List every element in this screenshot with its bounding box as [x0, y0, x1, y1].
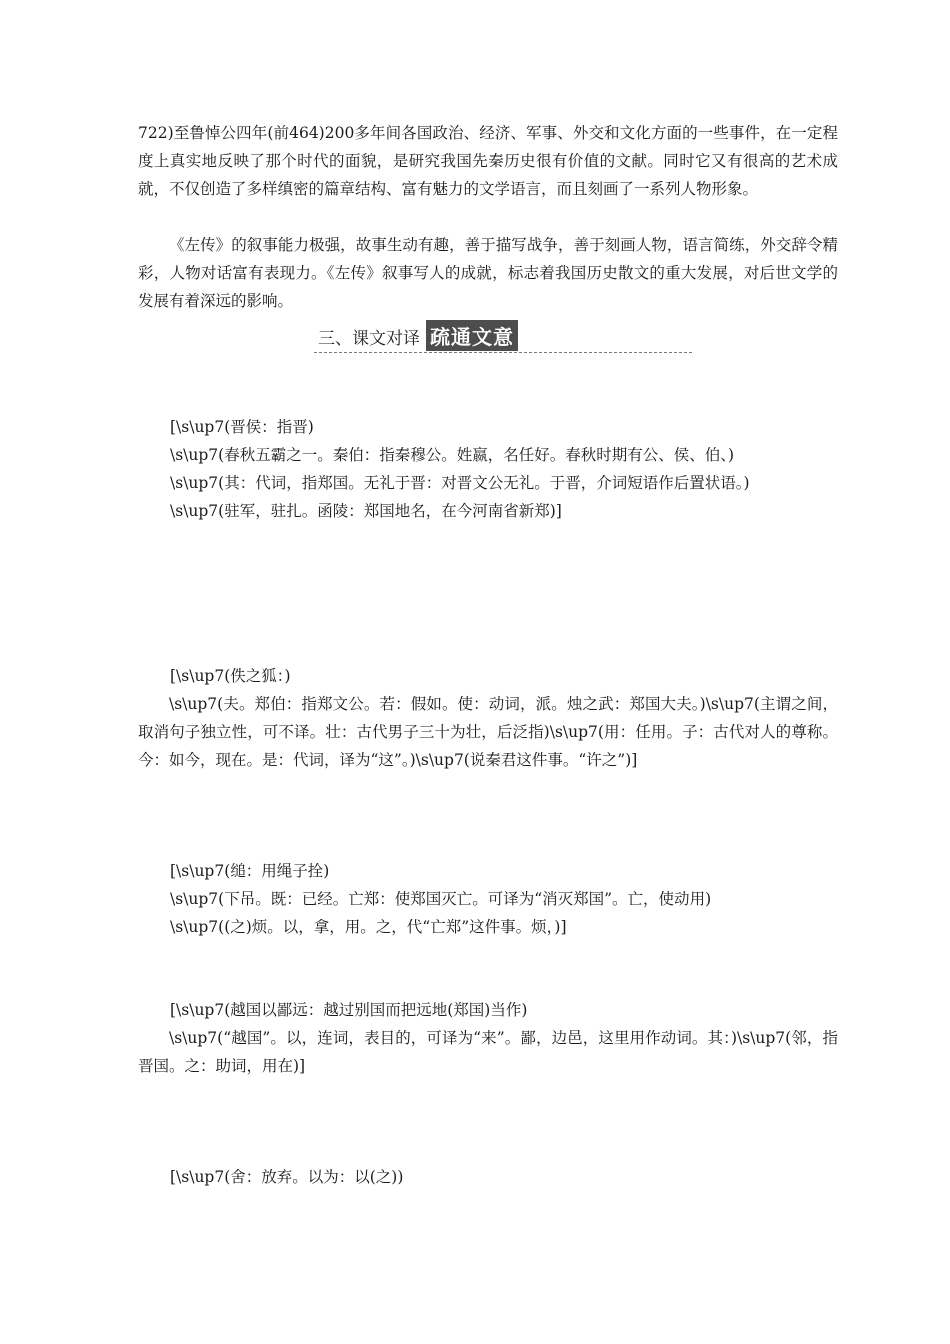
intro-paragraph-2: 《左传》的叙事能力极强，故事生动有趣，善于描写战争，善于刻画人物，语言简练，外交辞令精彩，人物对话富有表现力。《左传》叙事写人的成就，标志着我国历史散文的重大发展，对后世文学的发展有着深远的影响。	[138, 236, 838, 310]
note-line: [\s\up7(越国以鄙远：越过别国而把远地(郑国)当作)	[170, 1001, 528, 1019]
note-line: [\s\up7(佚之狐：)	[170, 667, 291, 685]
note-paragraph: \s\up7(“越国”。以，连词，表目的，可译为“来”。鄙，边邑，这里用作动词。其：)\s\up7(邻，指晋国。之：助词，用在)]	[138, 1029, 838, 1075]
note-line: \s\up7(其：代词，指郑国。无礼于晋：对晋文公无礼。于晋，介词短语作后置状语。)	[170, 474, 750, 492]
note-line: \s\up7(下吊。既：已经。亡郑：使郑国灭亡。可译为“消灭郑国”。亡，使动用)	[170, 890, 712, 908]
section-heading-boxed-title: 疏通文意	[426, 320, 518, 351]
note-line: \s\up7(驻军，驻扎。函陵：郑国地名，在今河南省新郑)]	[170, 502, 562, 520]
note-line: \s\up7((之)烦。以，拿，用。之，代“亡郑”这件事。烦，)]	[170, 918, 567, 936]
note-line: \s\up7(春秋五霸之一。秦伯：指秦穆公。姓嬴，名任好。春秋时期有公、侯、伯、)	[170, 446, 735, 464]
intro-paragraph-1: 722)至鲁悼公四年(前464)200多年间各国政治、经济、军事、外交和文化方面的一些事件，在一定程度上真实地反映了那个时代的面貌，是研究我国先秦历史很有价值的文献。同时它又有很高的艺术成就，不仅创造了多样缜密的篇章结构、富有魅力的文学语言，而且刻画了一系列人物形象。	[138, 124, 838, 198]
section-heading-label: 三、课文对译	[318, 329, 420, 349]
section-heading	[314, 318, 692, 353]
note-line: [\s\up7(舍：放弃。以为：以(之))	[170, 1168, 404, 1186]
note-paragraph: \s\up7(夫。郑伯：指郑文公。若：假如。使：动词，派。烛之武：郑国大夫。)\s\up7(主谓之间，取消句子独立性，可不译。壮：古代男子三十为壮，后泛指)\s\up7(用：任用。子：古代对人的尊称。今：如今，现在。是：代词，译为“这”。)\s\up7(说秦君这件事。“许之”)]	[138, 695, 838, 769]
note-line: [\s\up7(晋侯：指晋)	[170, 418, 314, 436]
note-line: [\s\up7(缒：用绳子拴)	[170, 862, 330, 880]
